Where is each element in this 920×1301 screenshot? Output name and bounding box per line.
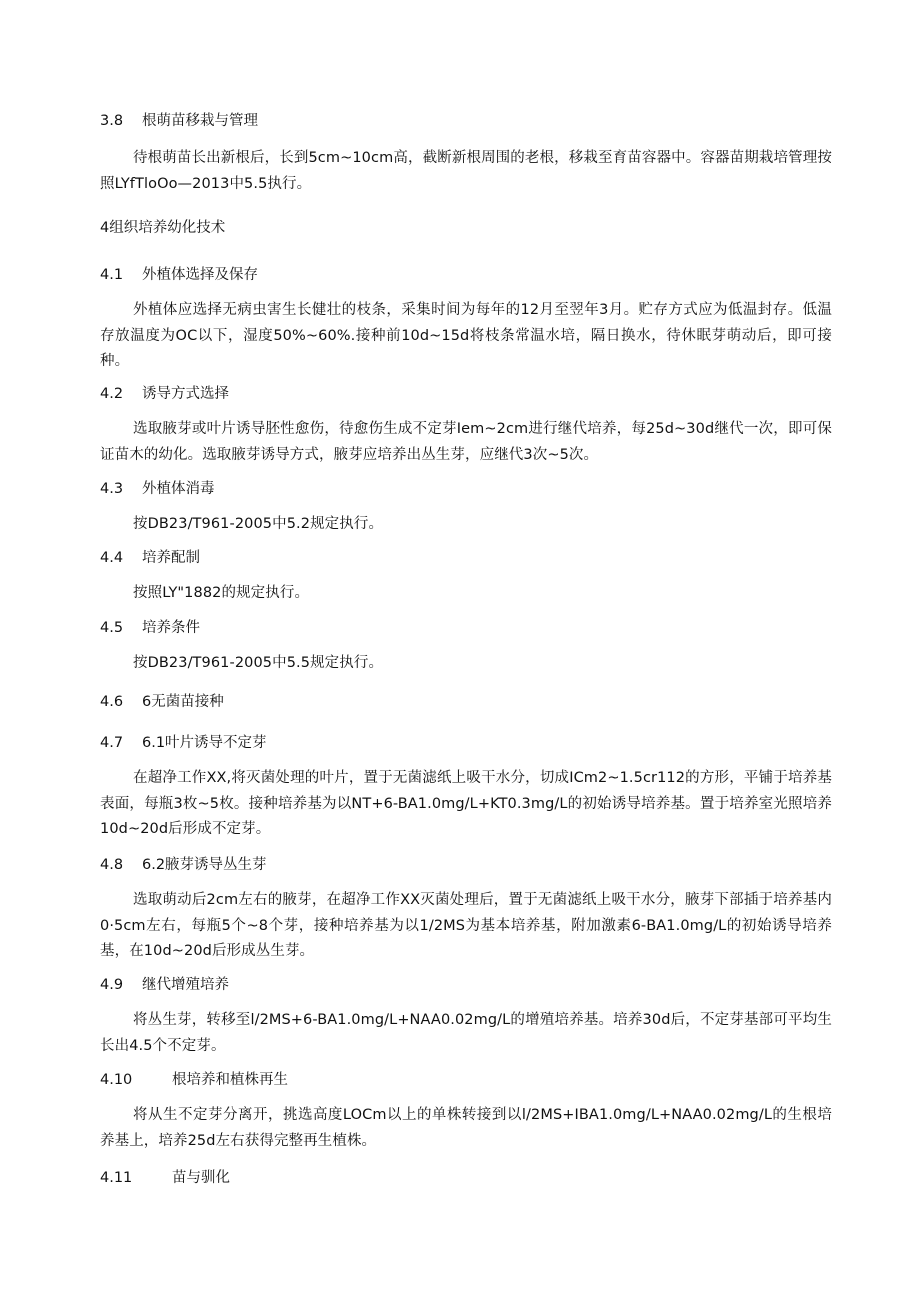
- section-number: 4.1: [100, 267, 124, 283]
- section-title: 6无菌苗接种: [142, 694, 224, 710]
- paragraph-4-8: 选取萌动后2cm左右的腋芽，在超净工作XX灭菌处理后，置于无菌滤纸上吸干水分，腋芽下部插于培养基内0·5cm左右，每瓶5个~8个芽，接种培养基为以1/2MS为基本培养基，附加激素6-BA1.0mg/L的初始诱导培养基，在10d~20d后形成丛生芽。: [100, 892, 832, 959]
- section-title: 外植体选择及保存: [142, 267, 258, 283]
- section-number: 4.9: [100, 977, 124, 993]
- section-title: 继代增殖培养: [142, 977, 229, 993]
- chapter-heading-4: 4组织培养幼化技术: [100, 220, 226, 236]
- section-heading-4-9: [100, 975, 229, 995]
- section-heading-4-4: [100, 548, 200, 568]
- section-title: 6.2腋芽诱导丛生芽: [142, 857, 267, 873]
- section-number: 4.11: [100, 1170, 133, 1186]
- section-title: 外植体消毒: [142, 481, 215, 497]
- paragraph-3-8: 待根萌苗长出新根后，长到5cm~10cm高，截断新根周围的老根，移栽至育苗容器中。容器苗期栽培管理按照LYfTloOo—2013中5.5执行。: [100, 150, 832, 192]
- section-heading-3-8: [100, 111, 258, 131]
- section-heading-4-5: [100, 618, 200, 638]
- section-title: 根萌苗移栽与管理: [142, 113, 258, 129]
- paragraph-4-10: 将从生不定芽分离开，挑选高度LOCm以上的单株转接到以l∕2MS+IBA1.0mg∕L+NAA0.02mg/L的生根培养基上，培养25d左右获得完整再生植株。: [100, 1107, 832, 1149]
- paragraph-4-1: 外植体应选择无病虫害生长健壮的枝条，采集时间为每年的12月至翌年3月。贮存方式应为低温封存。低温存放温度为OC以下，湿度50%~60%.接种前10d~15d将枝条常温水培，隔日换水，待休眠芽萌动后，即可接种。: [100, 302, 832, 369]
- section-title: 诱导方式选择: [142, 386, 229, 402]
- section-number: 4.4: [100, 550, 124, 566]
- section-number: 4.5: [100, 620, 124, 636]
- paragraph-4-2: 选取腋芽或叶片诱导胚性愈伤，待愈伤生成不定芽Iem~2cm进行继代培养，每25d~30d继代一次，即可保证苗木的幼化。选取腋芽诱导方式，腋芽应培养出丛生芽，应继代3次~5次。: [100, 421, 832, 463]
- section-title: 培养配制: [142, 550, 200, 566]
- section-number: 4.7: [100, 735, 124, 751]
- paragraph-4-5: 按DB23/T961-2005中5.5规定执行。: [133, 655, 384, 671]
- section-number: 4.6: [100, 694, 124, 710]
- section-number: 4.3: [100, 481, 124, 497]
- section-heading-4-1: [100, 265, 258, 285]
- section-title: 培养条件: [142, 620, 200, 636]
- section-heading-4-11: [100, 1168, 230, 1188]
- section-heading-4-7: [100, 733, 267, 753]
- section-title: 根培养和植株再生: [172, 1072, 288, 1088]
- section-heading-4-2: [100, 384, 229, 404]
- section-heading-4-8: [100, 855, 267, 875]
- section-number: 4.2: [100, 386, 124, 402]
- section-number: 3.8: [100, 113, 124, 129]
- paragraph-4-7: 在超净工作XX,将灭菌处理的叶片，置于无菌滤纸上吸干水分，切成ICm2~1.5cr112的方形，平铺于培养基表面，每瓶3枚~5枚。接种培养基为以NT+6-BA1.0mg∕L+KT0.3mg∕L的初始诱导培养基。置于培养室光照培养10d~20d后形成不定芽。: [100, 770, 832, 837]
- section-number: 4.10: [100, 1072, 133, 1088]
- section-heading-4-6: [100, 692, 224, 712]
- section-title: 6.1叶片诱导不定芽: [142, 735, 267, 751]
- section-number: 4.8: [100, 857, 124, 873]
- paragraph-4-3: 按DB23/T961-2005中5.2规定执行。: [133, 516, 384, 532]
- paragraph-4-9: 将丛生芽，转移至l∕2MS+6-BA1.0mg∕L+NAA0.02mg∕L的增殖培养基。培养30d后，不定芽基部可平均生长出4.5个不定芽。: [100, 1012, 832, 1054]
- section-heading-4-3: [100, 479, 215, 499]
- paragraph-4-4: 按照LY"1882的规定执行。: [133, 585, 310, 601]
- section-title: 苗与驯化: [172, 1170, 230, 1186]
- section-heading-4-10: [100, 1070, 288, 1090]
